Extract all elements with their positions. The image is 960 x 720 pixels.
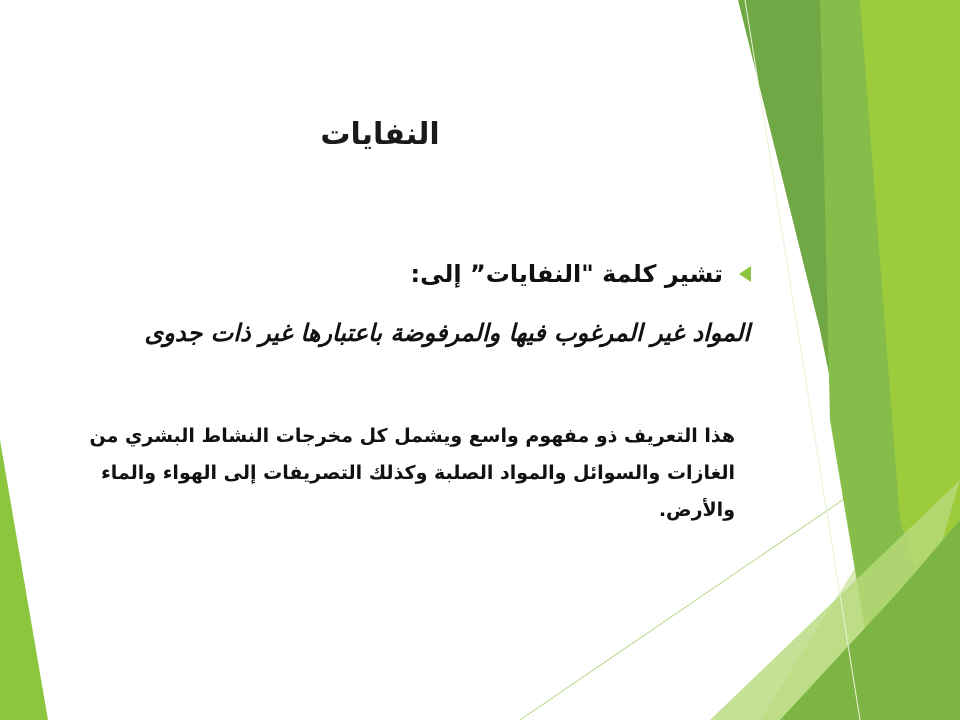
- triangle-bullet-icon: [735, 264, 755, 284]
- definition-text: المواد غير المرغوب فيها والمرفوضة باعتبارها غير ذات جدوى: [144, 318, 750, 347]
- bullet-text: تشير كلمة "النفايات” إلى:: [410, 260, 723, 288]
- slide-title: النفايات: [320, 117, 440, 152]
- bullet-row: [195, 252, 755, 296]
- explanation-paragraph: هذا التعريف ذو مفهوم واسع ويشمل كل مخرجات النشاط البشري من الغازات والسوائل والمواد الصلبة وكذلك التصريفات إلى الهواء والماء والأرض.: [89, 425, 735, 521]
